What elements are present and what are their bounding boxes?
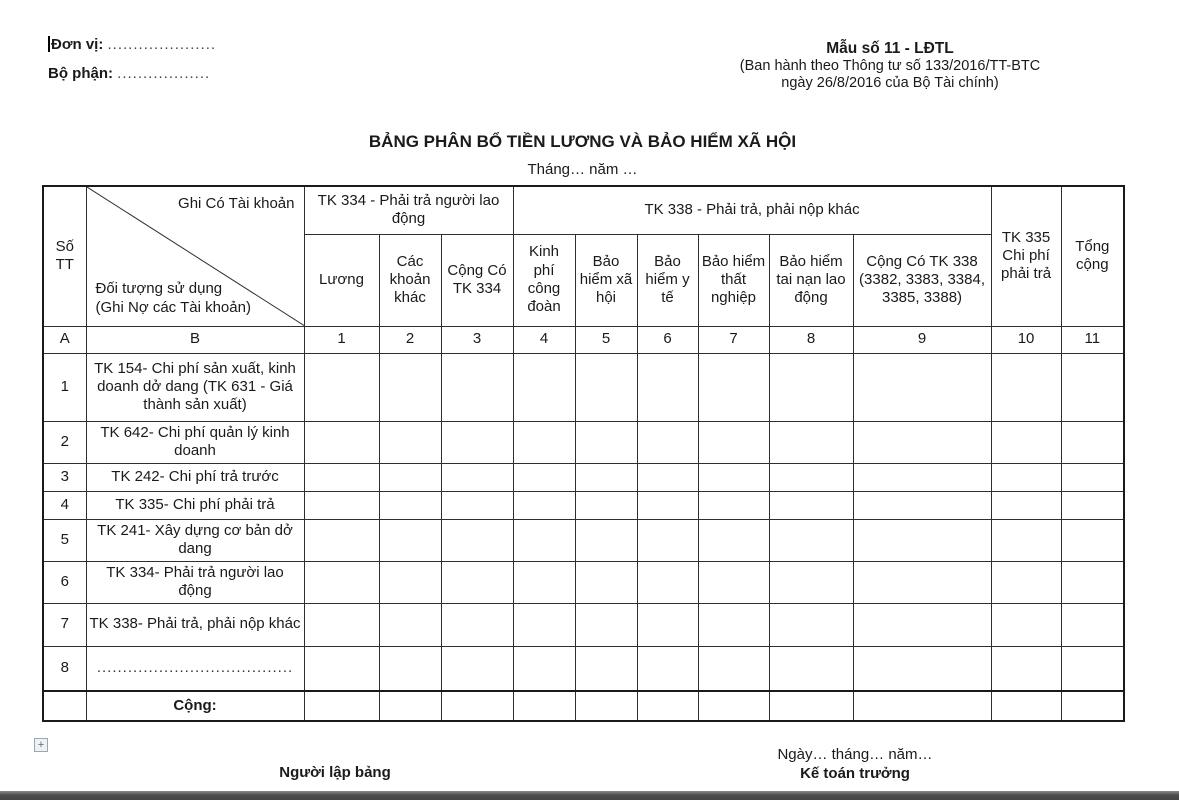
data-cell[interactable]: [379, 691, 441, 721]
window-bottom-edge: [0, 791, 1179, 800]
total-row: [43, 691, 1124, 721]
row-label: TK 338- Phải trả, phải nộp khác: [86, 603, 304, 646]
data-cell[interactable]: [637, 463, 698, 491]
data-cell[interactable]: [441, 463, 513, 491]
data-cell[interactable]: [513, 603, 575, 646]
table-row: [43, 603, 1124, 646]
row-label: TK 242- Chi phí trả trước: [86, 463, 304, 491]
table-row: [43, 353, 1124, 421]
row-label: TK 334- Phải trả người lao động: [86, 561, 304, 603]
document-title: BẢNG PHÂN BỔ TIỀN LƯƠNG VÀ BẢO HIỂM XÃ HỘI: [368, 132, 797, 151]
chief-accountant-label: Kế toán trưởng: [800, 764, 910, 782]
data-cell[interactable]: [1061, 691, 1124, 721]
total-row-number-cell: [43, 691, 86, 721]
data-cell[interactable]: [991, 353, 1061, 421]
data-cell[interactable]: [769, 691, 853, 721]
data-cell[interactable]: [575, 463, 637, 491]
data-cell[interactable]: [769, 491, 853, 519]
column-index-row: [43, 326, 1124, 353]
table-row: [43, 561, 1124, 603]
data-cell[interactable]: [379, 421, 441, 463]
debit-target-line1: Đối tượng sử dụng: [95, 280, 223, 297]
data-cell[interactable]: [575, 353, 637, 421]
form-issued-line1: (Ban hành theo Thông tư số 133/2016/TT-BTC: [739, 58, 1041, 75]
data-cell[interactable]: [513, 519, 575, 561]
row-label: TK 335- Chi phí phải trả: [86, 491, 304, 519]
data-cell[interactable]: [575, 691, 637, 721]
data-cell[interactable]: [575, 491, 637, 519]
credit-account-label: Ghi Có Tài khoản: [178, 195, 295, 212]
data-cell[interactable]: [769, 603, 853, 646]
debit-target-label: [96, 280, 251, 318]
row-label: ......................................: [86, 646, 304, 691]
preparer-signature-label: Người lập bảng: [279, 764, 391, 781]
data-cell[interactable]: [513, 421, 575, 463]
row-label: TK 241- Xây dựng cơ bản dở dang: [86, 519, 304, 561]
row-number: 1: [43, 353, 86, 421]
data-cell[interactable]: [991, 646, 1061, 691]
data-cell[interactable]: [853, 463, 991, 491]
data-cell[interactable]: [991, 491, 1061, 519]
data-cell[interactable]: [304, 646, 379, 691]
date-line: Ngày… tháng… năm…: [777, 746, 933, 763]
data-cell[interactable]: [441, 519, 513, 561]
data-cell[interactable]: [1061, 353, 1124, 421]
data-cell[interactable]: [637, 491, 698, 519]
data-cell[interactable]: [379, 519, 441, 561]
row-number: 5: [43, 519, 86, 561]
column-index: 9: [853, 326, 991, 353]
subheader-luong: Lương: [304, 234, 379, 326]
column-index: B: [86, 326, 304, 353]
data-cell[interactable]: [991, 463, 1061, 491]
row-number: 4: [43, 491, 86, 519]
row-number: 3: [43, 463, 86, 491]
row-label: TK 154- Chi phí sản xuất, kinh doanh dở dang (TK 631 - Giá thành sản xuất): [86, 353, 304, 421]
data-cell[interactable]: [575, 561, 637, 603]
data-cell[interactable]: [769, 353, 853, 421]
table-row: [43, 646, 1124, 691]
data-cell[interactable]: [1061, 491, 1124, 519]
header-group-row: [43, 186, 1124, 234]
data-cell[interactable]: [698, 353, 769, 421]
data-cell[interactable]: [1061, 646, 1124, 691]
table-row: [43, 421, 1124, 463]
total-label: Cộng:: [86, 691, 304, 721]
department-value-field[interactable]: ..................: [117, 65, 211, 82]
data-cell[interactable]: [441, 691, 513, 721]
corner-cell: [86, 186, 304, 326]
grand-total-header: Tổng cộng: [1061, 186, 1124, 326]
stt-header-cell: Số TT: [43, 186, 86, 326]
column-index: 7: [698, 326, 769, 353]
column-index: 8: [769, 326, 853, 353]
column-index: 3: [441, 326, 513, 353]
subheader-cac-khoan-khac: Các khoản khác: [379, 234, 441, 326]
data-cell[interactable]: [698, 691, 769, 721]
data-cell[interactable]: [637, 691, 698, 721]
allocation-table: [42, 185, 1125, 722]
department-label: Bộ phận:: [48, 65, 113, 82]
accountant-signature-block: [650, 746, 1060, 784]
data-cell[interactable]: [698, 646, 769, 691]
data-cell[interactable]: [769, 421, 853, 463]
data-cell[interactable]: [379, 561, 441, 603]
table-row: [43, 519, 1124, 561]
data-cell[interactable]: [853, 421, 991, 463]
column-index: A: [43, 326, 86, 353]
data-cell[interactable]: [441, 491, 513, 519]
data-cell[interactable]: [853, 561, 991, 603]
subheader-cong-co-tk334: Cộng Có TK 334: [441, 234, 513, 326]
column-index: 6: [637, 326, 698, 353]
table-row: [43, 463, 1124, 491]
row-label: TK 642- Chi phí quản lý kinh doanh: [86, 421, 304, 463]
data-cell[interactable]: [637, 353, 698, 421]
data-cell[interactable]: [379, 603, 441, 646]
data-cell[interactable]: [698, 421, 769, 463]
column-index: 10: [991, 326, 1061, 353]
data-cell[interactable]: [769, 463, 853, 491]
data-cell[interactable]: [853, 603, 991, 646]
row-number: 7: [43, 603, 86, 646]
data-cell[interactable]: [1061, 603, 1124, 646]
unit-value-field[interactable]: .....................: [107, 36, 217, 53]
data-cell[interactable]: [513, 491, 575, 519]
data-cell[interactable]: [513, 691, 575, 721]
subheader-bh-that-nghiep: Bảo hiểm thất nghiệp: [698, 234, 769, 326]
form-number: Mẫu số 11 - LĐTL: [826, 40, 954, 57]
data-cell[interactable]: [379, 646, 441, 691]
data-cell[interactable]: [513, 353, 575, 421]
table-move-handle-icon[interactable]: +: [34, 738, 48, 752]
data-cell[interactable]: [1061, 421, 1124, 463]
data-cell[interactable]: [304, 519, 379, 561]
data-cell[interactable]: [441, 421, 513, 463]
data-cell[interactable]: [575, 646, 637, 691]
data-cell[interactable]: [698, 603, 769, 646]
data-cell[interactable]: [1061, 561, 1124, 603]
data-cell[interactable]: [441, 646, 513, 691]
data-cell[interactable]: [698, 463, 769, 491]
column-index: 2: [379, 326, 441, 353]
data-cell[interactable]: [769, 519, 853, 561]
document-subtitle: Tháng… năm …: [527, 161, 638, 178]
data-cell[interactable]: [513, 561, 575, 603]
row-number: 2: [43, 421, 86, 463]
data-cell[interactable]: [575, 603, 637, 646]
data-cell[interactable]: [1061, 519, 1124, 561]
unit-department-block: [48, 36, 216, 94]
subheader-bhxh: Bảo hiểm xã hội: [575, 234, 637, 326]
data-cell[interactable]: [991, 421, 1061, 463]
data-cell[interactable]: [304, 561, 379, 603]
data-cell[interactable]: [853, 519, 991, 561]
data-cell[interactable]: [304, 353, 379, 421]
data-cell[interactable]: [441, 603, 513, 646]
data-cell[interactable]: [698, 491, 769, 519]
data-cell[interactable]: [304, 603, 379, 646]
unit-label: Đơn vị:: [51, 36, 104, 53]
data-cell[interactable]: [991, 561, 1061, 603]
tk338-group-header: TK 338 - Phải trả, phải nộp khác: [513, 186, 991, 234]
tk335-header: TK 335 Chi phí phải trả: [991, 186, 1061, 326]
data-cell[interactable]: [853, 353, 991, 421]
data-cell[interactable]: [304, 491, 379, 519]
data-cell[interactable]: [575, 519, 637, 561]
column-index: 1: [304, 326, 379, 353]
data-cell[interactable]: [637, 561, 698, 603]
data-cell[interactable]: [304, 463, 379, 491]
subheader-bhyt: Bảo hiểm y tế: [637, 234, 698, 326]
data-cell[interactable]: [637, 421, 698, 463]
tk334-group-header: TK 334 - Phải trả người lao động: [304, 186, 513, 234]
column-index: 11: [1061, 326, 1124, 353]
table-row: [43, 491, 1124, 519]
data-cell[interactable]: [441, 353, 513, 421]
form-info-block: [655, 40, 1125, 93]
data-cell[interactable]: [379, 491, 441, 519]
data-cell[interactable]: [637, 603, 698, 646]
data-cell[interactable]: [513, 463, 575, 491]
data-cell[interactable]: [513, 646, 575, 691]
data-cell[interactable]: [1061, 463, 1124, 491]
row-number: 6: [43, 561, 86, 603]
subheader-bh-tai-nan: Bảo hiểm tai nạn lao động: [769, 234, 853, 326]
row-number: 8: [43, 646, 86, 691]
data-cell[interactable]: [575, 421, 637, 463]
column-index: 5: [575, 326, 637, 353]
data-cell[interactable]: [698, 519, 769, 561]
data-cell[interactable]: [769, 646, 853, 691]
data-cell[interactable]: [637, 519, 698, 561]
data-cell[interactable]: [304, 421, 379, 463]
data-cell[interactable]: [853, 646, 991, 691]
data-cell[interactable]: [698, 561, 769, 603]
data-cell[interactable]: [637, 646, 698, 691]
data-cell[interactable]: [441, 561, 513, 603]
data-cell[interactable]: [853, 691, 991, 721]
text-cursor: [48, 36, 50, 52]
subheader-cong-co-tk338: Cộng Có TK 338 (3382, 3383, 3384, 3385, 3388): [853, 234, 991, 326]
data-cell[interactable]: [991, 603, 1061, 646]
data-cell[interactable]: [853, 491, 991, 519]
form-issued-line2: ngày 26/8/2016 của Bộ Tài chính): [781, 75, 999, 92]
data-cell[interactable]: [991, 691, 1061, 721]
debit-target-line2: (Ghi Nợ các Tài khoản): [95, 298, 251, 316]
data-cell[interactable]: [379, 463, 441, 491]
data-cell[interactable]: [304, 691, 379, 721]
data-cell[interactable]: [769, 561, 853, 603]
data-cell[interactable]: [991, 519, 1061, 561]
column-index: 4: [513, 326, 575, 353]
data-cell[interactable]: [379, 353, 441, 421]
subheader-kinh-phi-cong-doan: Kinh phí công đoàn: [513, 234, 575, 326]
